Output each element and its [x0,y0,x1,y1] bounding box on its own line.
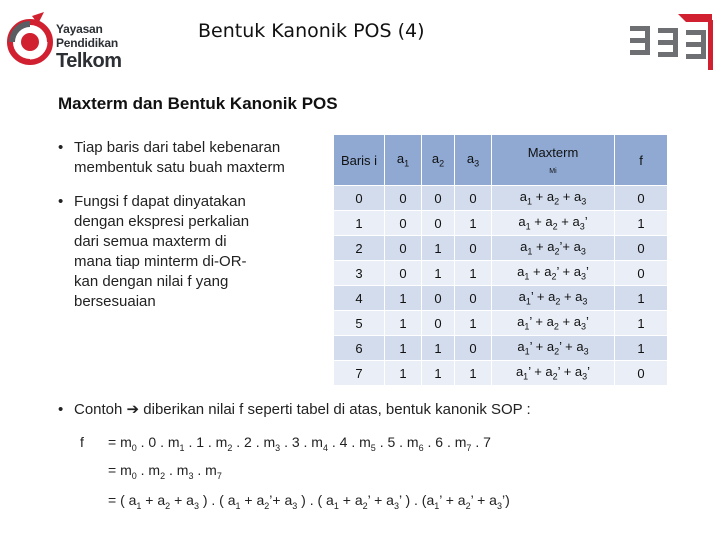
cell-maxterm: $a_1$’ + $a_2$’ + $a_3$’ [492,361,615,386]
formula-label: f [80,434,84,450]
maxterm-sub-label: Mi [549,168,557,175]
cell-a2: 0 [422,311,455,336]
table-row [334,236,668,261]
cell-f: 1 [615,311,668,336]
cell-i: 2 [334,236,385,261]
cell-maxterm: $a_1$’ + $a_2 + a_3$ [492,286,615,311]
bullet-dot: • [58,193,64,210]
bullet-row-maxterm [58,138,334,178]
cell-i: 3 [334,261,385,286]
maxterm-label: Maxterm [527,145,579,160]
cell-a1: 0 [385,211,422,236]
cell-maxterm: $a_1$’ + $a_2 + a_3$’ [492,311,615,336]
table-row [334,211,668,236]
cell-a3: 1 [455,361,492,386]
cell-a2: 1 [422,261,455,286]
cell-f: 0 [615,236,668,261]
cell-a1: 1 [385,361,422,386]
cell-a2: 1 [422,361,455,386]
cell-a1: 0 [385,186,422,211]
cell-a1: 1 [385,286,422,311]
logo-line-3: Telkom [56,50,122,72]
slide-title: Bentuk Kanonik POS (4) [198,20,425,42]
cell-a3: 0 [455,286,492,311]
truth-table [333,134,668,386]
cell-f: 0 [615,361,668,386]
cell-a2: 0 [422,186,455,211]
cell-i: 1 [334,211,385,236]
table-row [334,311,668,336]
cell-a1: 0 [385,261,422,286]
header-maxterm [492,135,615,186]
cell-f: 0 [615,186,668,211]
cell-i: 5 [334,311,385,336]
cell-maxterm: $a_1$’ + $a_2$’ + $a_3$ [492,336,615,361]
bullet-example [58,400,674,420]
cell-a2: 0 [422,211,455,236]
bullet-text: Tiap baris dari tabel kebenaran membentuk satu buah maxterm [74,139,285,176]
institution-emblem-icon [628,12,716,78]
cell-a1: 0 [385,236,422,261]
bullet-text: Contoh ➔ diberikan nilai f seperti tabel di atas, bentuk kanonik SOP : [74,401,531,418]
bullet-text: Fungsi f dapat dinyatakan dengan ekspresi perkalian dari semua maxterm di mana tiap minterm di-OR-kan dengan nilai f yang bersesuaian [74,193,250,310]
formula-line-2: = $m_0$ . $m_2$ . $m_3$ . $m_7$ [108,462,222,481]
cell-a3: 0 [455,236,492,261]
yayasan-logo [6,8,136,78]
cell-f: 1 [615,211,668,236]
table-row [334,361,668,386]
cell-a3: 0 [455,186,492,211]
header-a3: $a_3$ [455,135,492,186]
table-row [334,186,668,211]
table-row [334,336,668,361]
table-row [334,286,668,311]
cell-a2: 1 [422,236,455,261]
cell-maxterm: $a_1$ + $a_2’+ a_3$ [492,236,615,261]
cell-a3: 0 [455,336,492,361]
cell-a1: 1 [385,311,422,336]
cell-a2: 0 [422,286,455,311]
cell-a3: 1 [455,311,492,336]
cell-i: 0 [334,186,385,211]
header-a2: $a_2$ [422,135,455,186]
header-baris: Baris i [334,135,385,186]
cell-maxterm: $a_1 + a_2 + a_3$ [492,186,615,211]
cell-i: 6 [334,336,385,361]
cell-a1: 1 [385,336,422,361]
cell-maxterm: $a_1 + a_2 + a_3$’ [492,211,615,236]
cell-f: 0 [615,261,668,286]
bullet-dot: • [58,139,64,156]
cell-a2: 1 [422,336,455,361]
cell-i: 7 [334,361,385,386]
cell-f: 1 [615,336,668,361]
header-a1: $a_1$ [385,135,422,186]
bullet-dot: • [58,401,64,418]
section-heading: Maxterm dan Bentuk Kanonik POS [58,94,338,113]
logo-line-1: Yayasan [56,22,103,36]
cell-i: 4 [334,286,385,311]
header-f: f [615,135,668,186]
table-header-row [334,135,668,186]
formula-line-3: = ( $a_1 + a_2 + a_3$ ) . ( $a_1$ + $a_2’+ a_3$ ) . ( $a_1 + a_2$’ + $a_3$’ ) . ($a_1$’ + $a_2$’ + $a_3$’) [108,492,510,511]
cell-a3: 1 [455,261,492,286]
table-row [334,261,668,286]
cell-a3: 1 [455,211,492,236]
cell-maxterm: $a_1 + a_2$’ + $a_3$’ [492,261,615,286]
cell-f: 1 [615,286,668,311]
logo-line-2: Pendidikan [56,36,119,50]
yayasan-emblem-icon [6,12,56,68]
formula-line-1: = $m_0$ . 0 . $m_1$ . 1 . $m_2$ . 2 . $m_3$ . 3 . $m_4$ . 4 . $m_5$ . 5 . $m_6$ . 6 . $m_7$ . 7 [108,434,491,453]
bullet-function-f [58,192,254,312]
